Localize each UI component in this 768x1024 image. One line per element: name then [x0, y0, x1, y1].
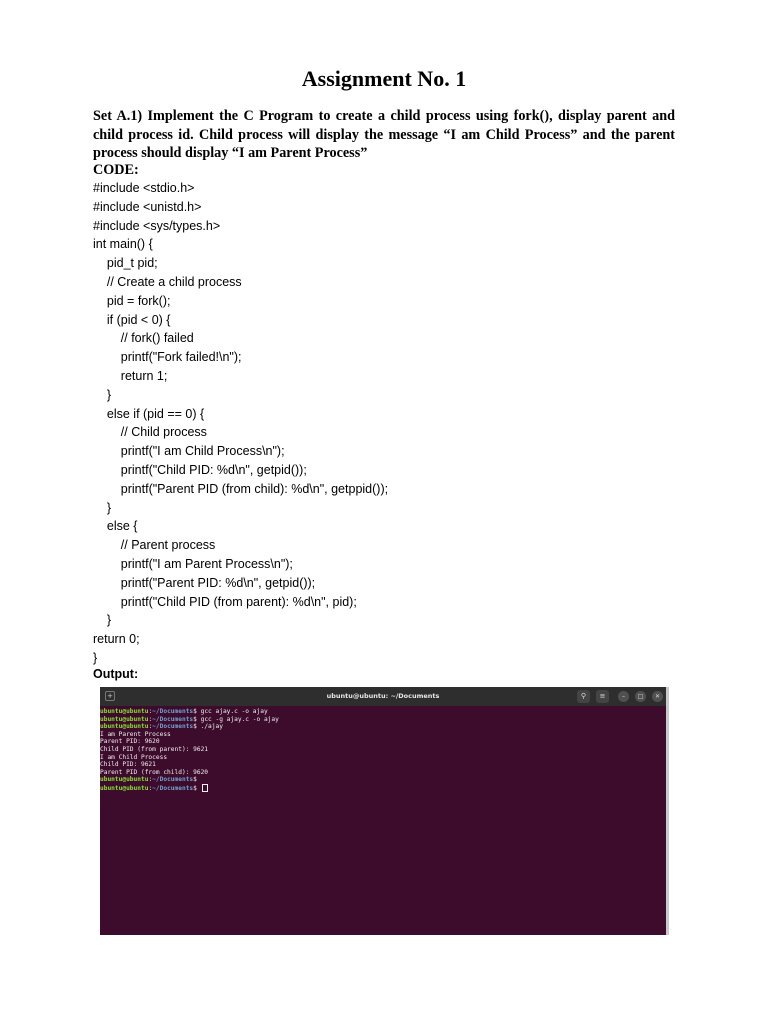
- prompt-user: ubuntu@ubuntu: [100, 776, 149, 784]
- code-line: printf("Fork failed!\n");: [93, 350, 242, 365]
- terminal-prompt-line: [100, 708, 666, 716]
- terminal-title: ubuntu@ubuntu: ~/Documents: [326, 692, 440, 700]
- terminal-output-line: Parent PID: 9620: [100, 738, 160, 746]
- prompt-user: ubuntu@ubuntu: [100, 708, 149, 715]
- code-label: CODE:: [93, 162, 139, 178]
- prompt-path: ~/Documents: [152, 784, 194, 792]
- prompt-separator: :: [148, 723, 153, 731]
- terminal-screenshot: [100, 687, 669, 935]
- code-line: int main() {: [93, 237, 153, 252]
- terminal-titlebar: [100, 687, 666, 706]
- prompt-user: ubuntu@ubuntu: [100, 723, 149, 731]
- code-line: #include <sys/types.h>: [93, 218, 221, 233]
- code-line: printf("Child PID: %d\n", getpid());: [93, 462, 307, 477]
- minimize-icon[interactable]: –: [618, 691, 629, 702]
- code-line: }: [93, 500, 112, 515]
- prompt-user: ubuntu@ubuntu: [100, 784, 149, 792]
- maximize-icon[interactable]: □: [635, 691, 646, 702]
- terminal-output-line: I am Child Process: [100, 753, 168, 761]
- output-label: Output:: [93, 667, 139, 681]
- code-line: // Child process: [93, 425, 207, 440]
- close-icon[interactable]: ✕: [652, 691, 663, 702]
- prompt-end: $: [193, 776, 201, 784]
- code-line: printf("Parent PID (from child): %d\n", getppid());: [93, 481, 389, 496]
- code-line: return 0;: [93, 632, 140, 647]
- terminal-command: ./ajay: [200, 723, 223, 731]
- code-line: return 1;: [93, 368, 168, 383]
- code-line: #include <stdio.h>: [93, 181, 195, 195]
- prompt-separator: :: [148, 776, 153, 784]
- code-line: printf("I am Parent Process\n");: [93, 556, 293, 571]
- code-line: else {: [93, 519, 138, 534]
- new-tab-icon[interactable]: +: [105, 691, 115, 701]
- code-line: #include <unistd.h>: [93, 199, 202, 214]
- terminal-output-line: Child PID (from parent): 9621: [100, 745, 209, 753]
- code-line: pid_t pid;: [93, 256, 158, 271]
- code-line: pid = fork();: [93, 293, 171, 308]
- prompt-end: $: [193, 723, 201, 731]
- code-line: printf("Parent PID: %d\n", getpid());: [93, 575, 316, 590]
- prompt-end: $: [193, 715, 201, 723]
- terminal-prompt-line: [100, 716, 666, 724]
- terminal-command: gcc -g ajay.c -o ajay: [200, 715, 279, 723]
- code-line: // Create a child process: [93, 274, 242, 289]
- terminal-output-line: Parent PID (from child): 9620: [100, 768, 209, 776]
- assignment-title: Assignment No. 1: [301, 66, 467, 91]
- code-line: // Parent process: [93, 538, 216, 553]
- code-block: [93, 179, 388, 668]
- code-line: if (pid < 0) {: [93, 312, 171, 327]
- prompt-path: ~/Documents: [152, 708, 194, 715]
- prompt-user: ubuntu@ubuntu: [100, 715, 149, 723]
- code-line: }: [93, 613, 112, 628]
- prompt-path: ~/Documents: [152, 723, 194, 731]
- code-line: else if (pid == 0) {: [93, 406, 205, 421]
- prompt-separator: :: [148, 715, 153, 723]
- terminal-output-line: I am Parent Process: [100, 730, 171, 738]
- terminal-output[interactable]: [100, 706, 666, 792]
- terminal-prompt-line: [100, 723, 666, 731]
- code-line: }: [93, 650, 98, 665]
- prompt-path: ~/Documents: [152, 715, 194, 723]
- terminal-cursor: [202, 784, 208, 792]
- hamburger-menu-icon[interactable]: ≡: [596, 690, 609, 703]
- prompt-path: ~/Documents: [152, 776, 194, 784]
- terminal-prompt-line: [100, 784, 666, 792]
- prompt-end: $: [193, 708, 201, 715]
- terminal-command: gcc ajay.c -o ajay: [200, 708, 268, 715]
- prompt-end: $: [193, 784, 201, 792]
- prompt-separator: :: [148, 708, 153, 715]
- terminal-prompt-line: [100, 776, 666, 784]
- code-line: // fork() failed: [93, 331, 194, 346]
- task-description: Set A.1) Implement the C Program to create a child process using fork(), display parent and child process id. Child process will display the message “I am Child Process” and the parent process should display “I am Parent Process”: [93, 108, 675, 161]
- code-line: }: [93, 387, 112, 402]
- terminal-output-line: Child PID: 9621: [100, 761, 156, 769]
- prompt-separator: :: [148, 784, 153, 792]
- code-line: printf("I am Child Process\n");: [93, 444, 285, 459]
- search-icon[interactable]: ⚲: [577, 690, 590, 703]
- code-line: printf("Child PID (from parent): %d\n", pid);: [93, 594, 357, 609]
